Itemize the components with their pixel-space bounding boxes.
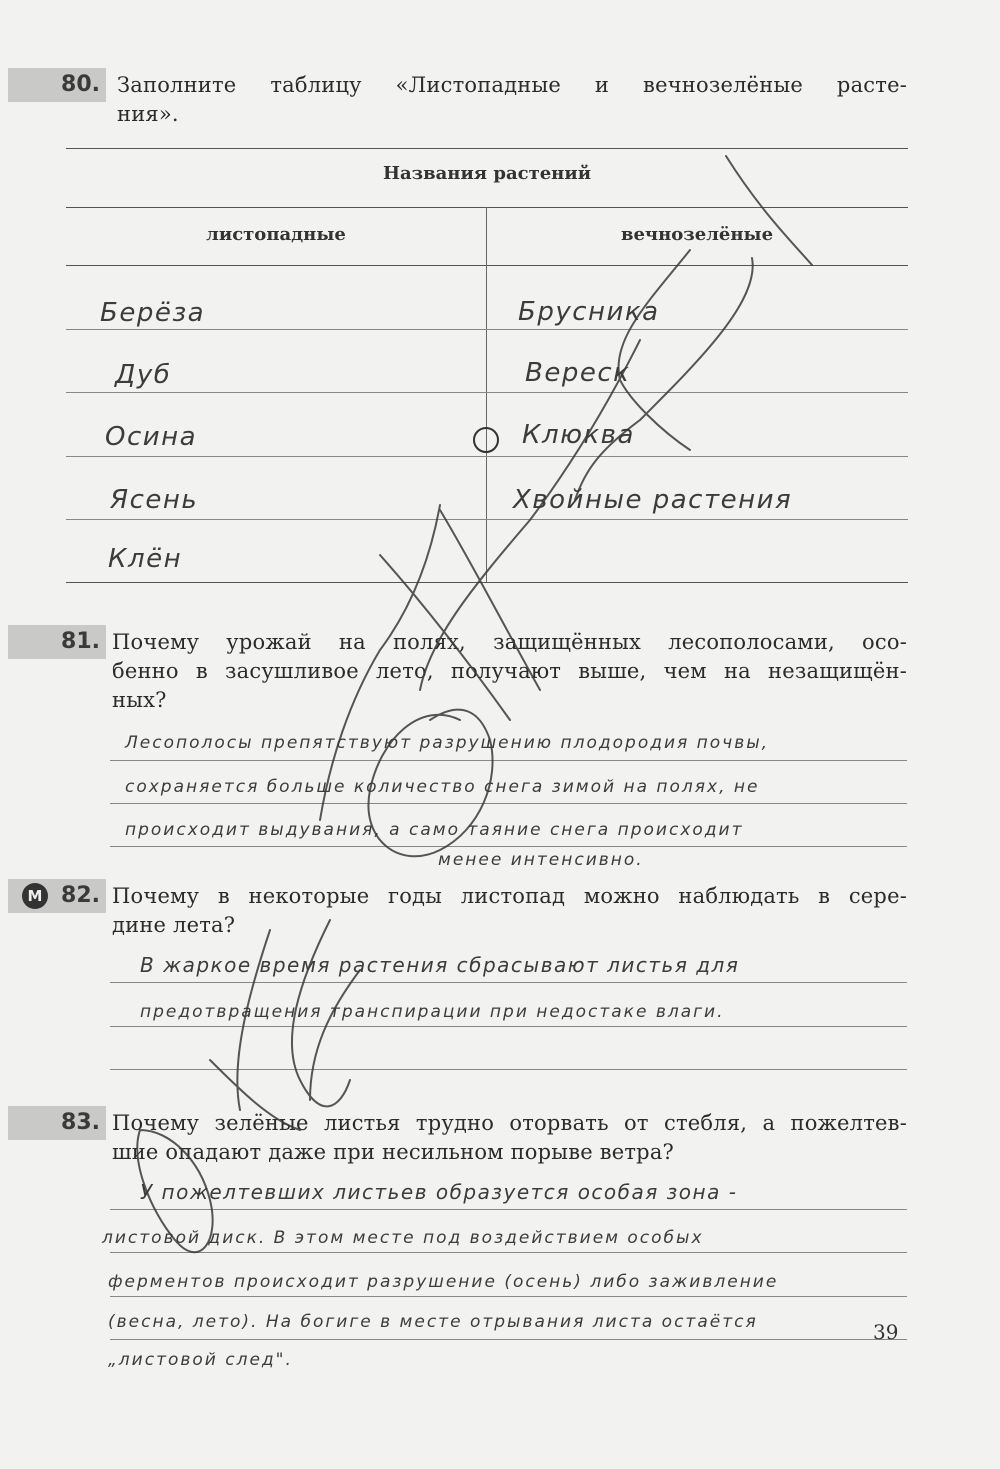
table-row-line [66,329,908,330]
task-83-answer-line: листовой диск. В этом месте под воздействием особых [102,1228,704,1248]
table-bottom-border [66,582,908,583]
deciduous-cell: Клён [108,544,183,574]
deciduous-cell: Осина [105,422,198,452]
task-83-number: 83 [61,1110,92,1135]
deciduous-cell: Берёза [100,298,206,328]
task-81-text-line1: Почему урожай на полях, защищённых лесополосами, осо- [112,630,907,654]
task-81-number: 81 [61,629,92,654]
task-81-text-line3: ных? [112,688,167,712]
task-83-answer-line: (весна, лето). На богиге в месте отрывания листа остаётся [108,1312,758,1332]
table-row-line [66,519,908,520]
table-row-line [66,392,908,393]
task-82-number: 82 [61,883,92,908]
deciduous-cell: Дуб [115,360,172,390]
task-82-text-line1: Почему в некоторые годы листопад можно наблюдать в сере- [112,884,907,908]
table-row-line [66,456,908,457]
task-83-text-line2: шие опадают даже при несильном порыве ветра? [112,1140,675,1164]
task-83-badge: 83. [8,1106,106,1140]
table-column-divider [486,207,487,583]
answer-line [110,1209,907,1210]
answer-line [110,1069,907,1070]
table-header: Названия растений [382,163,592,184]
answer-line [110,1339,907,1340]
task-83-answer-line: „листовой след". [108,1350,293,1370]
page-number: 39 [873,1320,899,1344]
table-header-divider [66,207,908,208]
task-80-text-line1: Заполните таблицу «Листопадные и вечнозелёные расте- [117,73,907,97]
task-81-answer-line: Лесополосы препятствуют разрушению плодородия почвы, [125,733,770,753]
evergreen-cell: Брусника [518,297,660,327]
answer-line [110,1296,907,1297]
answer-line [110,803,907,804]
task-82-badge: 82. [8,879,106,913]
task-81-badge: 81. [8,625,106,659]
answer-line [110,760,907,761]
task-81-answer-line: менее интенсивно. [438,850,644,870]
table-column-header-divider [66,265,908,266]
column-header-deciduous: листопадные [206,224,346,245]
task-83-answer-line: У пожелтевших листьев образуется особая зона - [140,1180,738,1204]
task-81-answer-line: сохраняется больше количество снега зимой на полях, не [125,777,760,797]
column-header-evergreen: вечнозелёные [620,224,774,245]
answer-line [110,1252,907,1253]
task-81-answer-line: происходит выдувания, а само таяние снега происходит [125,820,744,840]
task-81-text-line2: бенно в засушливое лето, получают выше, чем на незащищён- [112,659,907,683]
evergreen-cell: Клюква [522,420,635,450]
task-83-answer-line: ферментов происходит разрушение (осень) либо заживление [108,1272,779,1292]
deciduous-cell: Ясень [110,485,199,515]
task-83-text-line1: Почему зелёные листья трудно оторвать от стебля, а пожелтев- [112,1111,907,1135]
table-top-border [66,148,908,149]
task-82-answer-line: В жаркое время растения сбрасывают листья для [140,953,740,977]
task-80-number: 80 [61,72,92,97]
answer-line [110,1026,907,1027]
answer-line [110,982,907,983]
m-marker-icon: М [22,883,48,909]
evergreen-cell: Вереск [525,358,631,388]
task-80-text-line2: ния». [117,102,179,126]
task-80-badge: 80. [8,68,106,102]
answer-line [110,846,907,847]
task-82-text-line2: дине лета? [112,913,236,937]
evergreen-cell: Хвойные растения [513,485,793,515]
task-82-answer-line: предотвращения транспирации при недостаке влаги. [140,1002,725,1022]
